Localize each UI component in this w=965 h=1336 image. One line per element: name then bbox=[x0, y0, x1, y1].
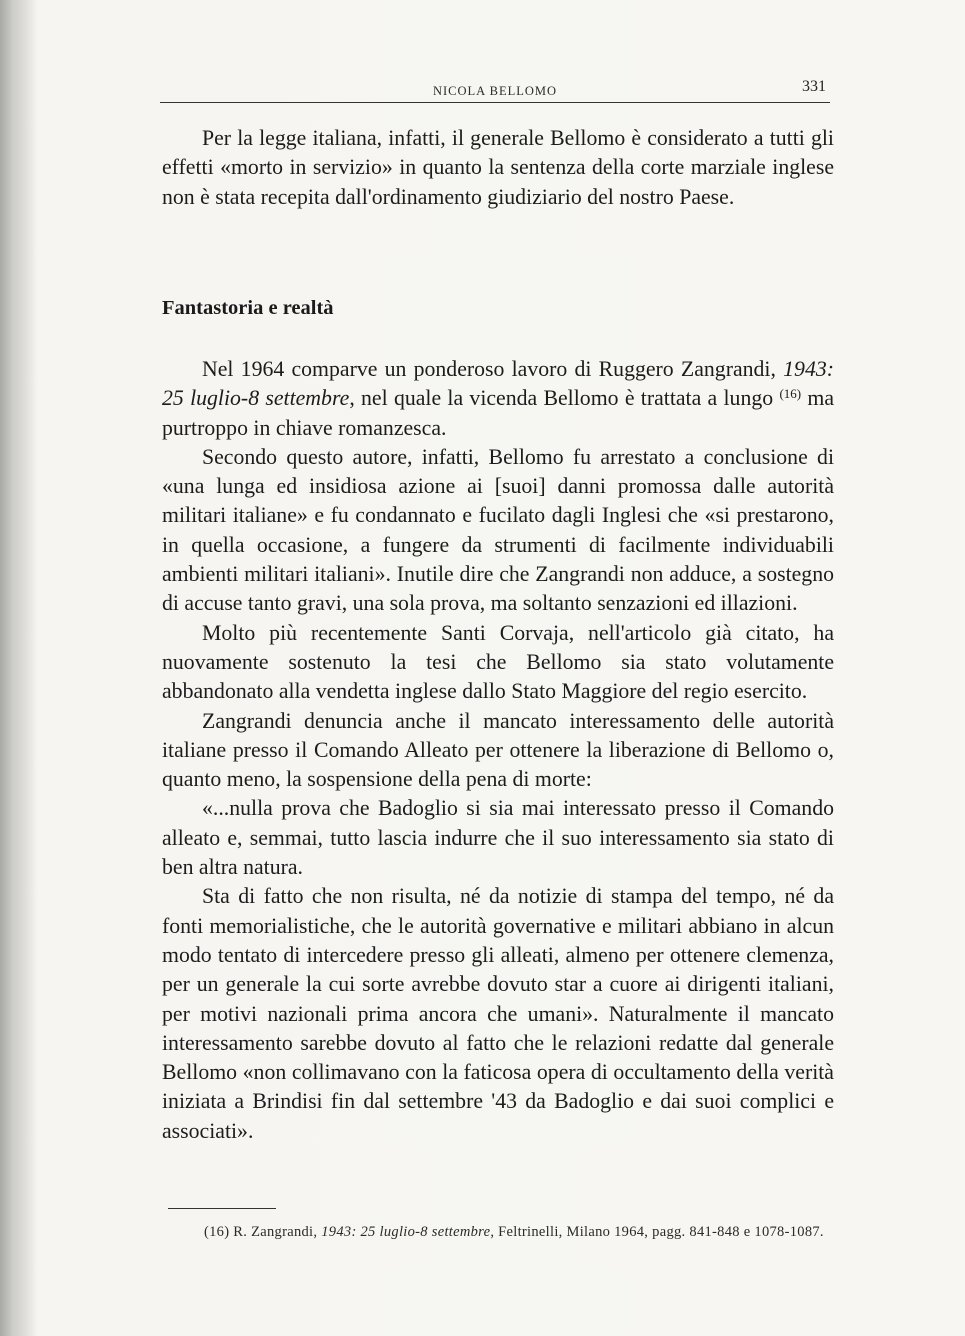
paragraph-2 bbox=[162, 355, 834, 443]
paragraph-4: Molto più recentemente Santi Corvaja, nell'articolo già citato, ha nuovamente sostenuto la tesi che Bellomo sia stato volutamente abbandonato alla vendetta inglese dallo Stato Maggiore del regio esercito. bbox=[162, 620, 834, 704]
paragraph-6-quote: «...nulla prova che Badoglio si sia mai interessato presso il Comando alleato e, semmai, tutto lascia indurre che il suo interessamento sia stato di ben altra natura. bbox=[162, 796, 834, 880]
book-title-italic: 1943: 25 luglio-8 settembre bbox=[162, 357, 834, 411]
footnote-text-a: (16) R. Zangrandi, bbox=[204, 1224, 322, 1240]
paragraph-5: Zangrandi denuncia anche il mancato interessamento delle autorità italiane presso il Comando Alleato per ottenere la liberazione di Bellomo o, quanto meno, la sospensione della pena di morte: bbox=[162, 708, 834, 792]
paragraph-3: Secondo questo autore, infatti, Bellomo fu arrestato a conclusione di «una lunga ed insidiosa azione ai [suoi] danni promossa dalle autorità militari italiane» e fu condannato e fucilato dagli Inglesi che «si prestarono, in quella occasione, a fungere da strumenti di facilmente individuabili ambienti militari italiani». Inutile dire che Zangrandi non adduce, a sostegno di accuse tanto gravi, una sola prova, ma soltanto senzazioni ed illazioni. bbox=[162, 444, 834, 616]
paragraph-1: Per la legge italiana, infatti, il generale Bellomo è considerato a tutti gli effetti «morto in servizio» in quanto la sentenza della corte marziale inglese non è stata recepita dall'ordinamento giudiziario del nostro Paese. bbox=[162, 126, 834, 209]
text-block-intro bbox=[162, 124, 834, 212]
footnote-divider bbox=[168, 1208, 276, 1209]
footnote bbox=[162, 1222, 834, 1243]
page-number: 331 bbox=[802, 78, 826, 95]
book-spine-shadow bbox=[0, 0, 36, 1336]
footnote-reference: (16) bbox=[779, 386, 802, 402]
text-block-main bbox=[162, 355, 834, 1146]
paragraph-2-text-c: ma purtroppo in chiave romanzesca. bbox=[162, 386, 835, 440]
footnote-text-b: , Feltrinelli, Milano 1964, pagg. 841-848 e 1078-1087. bbox=[490, 1224, 824, 1240]
footnote-book-title: 1943: 25 luglio-8 settembre bbox=[321, 1224, 491, 1240]
section-heading: Fantastoria e realtà bbox=[162, 297, 334, 319]
running-header bbox=[160, 78, 830, 103]
footnote-16 bbox=[162, 1222, 834, 1243]
paragraph-2-text-a: Nel 1964 comparve un ponderoso lavoro di Ruggero Zangrandi, bbox=[202, 357, 784, 381]
paragraph-2-text-b: , nel quale la vicenda Bellomo è trattata a lungo bbox=[349, 386, 780, 411]
running-title: NICOLA BELLOMO bbox=[432, 84, 558, 98]
paragraph-7: Sta di fatto che non risulta, né da notizie di stampa del tempo, né da fonti memorialistiche, che le autorità governative e militari abbiano in alcun modo tentato di intercedere presso gli alleati, almeno per ottenere clemenza, per un generale la cui sorte avrebbe dovuto star a cuore ai dirigenti italiani, per motivi nazionali prima ancora che umani». Naturalmente il mancato interessamento sarebbe dovuto al fatto che le relazioni redatte dal generale Bellomo «non collimavano con la faticosa opera di occultamento della verità iniziata a Brindisi fin dal settembre '43 da Badoglio e dai suoi complici e associati». bbox=[162, 884, 834, 1143]
